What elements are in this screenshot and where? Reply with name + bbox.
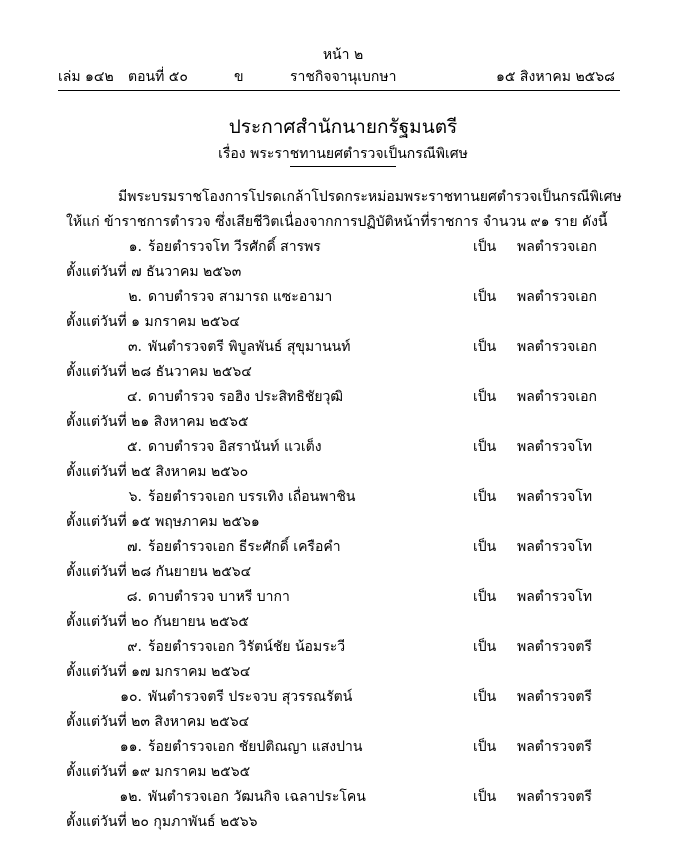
new-rank: พลตำรวจโท	[517, 539, 593, 555]
as-word: เป็น	[473, 739, 497, 755]
effective-date: ตั้งแต่วันที่ ๑๕ พฤษภาคม ๒๕๖๑	[66, 514, 260, 530]
new-rank: พลตำรวจตรี	[517, 689, 592, 705]
new-rank: พลตำรวจโท	[517, 439, 593, 455]
as-word: เป็น	[473, 439, 497, 455]
item-number: ๑๐.	[120, 689, 142, 705]
new-rank: พลตำรวจเอก	[517, 389, 598, 405]
officer-name: พันตำรวจเอก วัฒนกิจ เฉลาประโคน	[148, 789, 366, 805]
as-word: เป็น	[473, 789, 497, 805]
officer-name: ดาบตำรวจ สามารถ แซะอามา	[148, 289, 333, 305]
officer-name: พันตำรวจตรี ประจวบ สุวรรณรัตน์	[148, 689, 353, 705]
item-number: ๓.	[127, 339, 142, 355]
volume-label: เล่ม ๑๔๒	[58, 69, 114, 85]
as-word: เป็น	[473, 239, 497, 255]
intro-line-1: มีพระบรมราชโองการโปรดเกล้าโปรดกระหม่อมพระราชทานยศตำรวจเป็นกรณีพิเศษ	[118, 189, 622, 205]
new-rank: พลตำรวจเอก	[517, 339, 598, 355]
item-number: ๒.	[128, 289, 142, 305]
officer-name: พันตำรวจตรี พิบูลพันธ์ สุขุมานนท์	[148, 339, 351, 355]
gazette-header	[58, 66, 620, 88]
officer-name: ดาบตำรวจ บาหรี บากา	[148, 589, 290, 605]
effective-date: ตั้งแต่วันที่ ๒๕ สิงหาคม ๒๕๖๐	[66, 464, 249, 480]
as-word: เป็น	[473, 389, 497, 405]
page-number: หน้า ๒	[322, 47, 364, 63]
list-item	[0, 636, 686, 686]
list-item	[0, 586, 686, 636]
as-word: เป็น	[473, 289, 497, 305]
document-title: ประกาศสำนักนายกรัฐมนตรี	[228, 116, 458, 138]
item-number: ๕.	[126, 439, 142, 455]
new-rank: พลตำรวจเอก	[517, 239, 598, 255]
list-item	[0, 686, 686, 736]
title-divider	[290, 166, 396, 167]
effective-date: ตั้งแต่วันที่ ๒๐ กุมภาพันธ์ ๒๕๖๖	[66, 814, 258, 830]
new-rank: พลตำรวจโท	[517, 589, 593, 605]
as-word: เป็น	[473, 639, 497, 655]
effective-date: ตั้งแต่วันที่ ๒๘ ธันวาคม ๒๕๖๔	[66, 364, 252, 380]
as-word: เป็น	[473, 689, 497, 705]
effective-date: ตั้งแต่วันที่ ๒๓ สิงหาคม ๒๕๖๔	[66, 714, 250, 730]
document-subject: เรื่อง พระราชทานยศตำรวจเป็นกรณีพิเศษ	[218, 146, 468, 162]
effective-date: ตั้งแต่วันที่ ๑๙ มกราคม ๒๕๖๕	[66, 764, 251, 780]
list-item	[0, 536, 686, 586]
item-number: ๖.	[128, 489, 142, 505]
list-item	[0, 336, 686, 386]
intro-line-2: ให้แก่ ข้าราชการตำรวจ ซึ่งเสียชีวิตเนื่องจากการปฏิบัติหน้าที่ราชการ จำนวน ๙๑ ราย ดังนี้	[66, 214, 608, 230]
list-item	[0, 386, 686, 436]
issue-date: ๑๕ สิงหาคม ๒๕๖๘	[496, 69, 615, 85]
officer-name: ร้อยตำรวจเอก วิรัตน์ชัย น้อมระวี	[148, 639, 346, 655]
item-number: ๑๒.	[119, 789, 142, 805]
appointment-list	[0, 236, 686, 836]
effective-date: ตั้งแต่วันที่ ๒๘ กันยายน ๒๕๖๔	[66, 564, 252, 580]
gazette-name: ราชกิจจานุเบกษา	[290, 69, 397, 85]
list-item	[0, 736, 686, 786]
officer-name: ร้อยตำรวจเอก ธีระศักดิ์ เครือคำ	[148, 539, 341, 555]
officer-name: ดาบตำรวจ อิสรานันท์ แวเต็ง	[148, 439, 322, 455]
item-number: ๔.	[126, 389, 142, 405]
as-word: เป็น	[473, 339, 497, 355]
as-word: เป็น	[473, 539, 497, 555]
effective-date: ตั้งแต่วันที่ ๑ มกราคม ๒๕๖๔	[66, 314, 240, 330]
new-rank: พลตำรวจตรี	[517, 789, 592, 805]
new-rank: พลตำรวจตรี	[517, 639, 592, 655]
officer-name: ร้อยตำรวจเอก บรรเทิง เถื่อนพาชิน	[148, 489, 356, 505]
officer-name: ร้อยตำรวจเอก ชัยปติณญา แสงปาน	[148, 739, 363, 755]
officer-name: ร้อยตำรวจโท วีรศักดิ์ สารพร	[148, 239, 321, 255]
item-number: ๑.	[128, 239, 142, 255]
item-number: ๗.	[127, 539, 142, 555]
list-item	[0, 786, 686, 836]
section-label: ตอนที่ ๕๐	[128, 69, 188, 85]
as-word: เป็น	[473, 489, 497, 505]
list-item	[0, 236, 686, 286]
new-rank: พลตำรวจเอก	[517, 289, 598, 305]
header-divider	[58, 90, 620, 91]
effective-date: ตั้งแต่วันที่ ๒๑ สิงหาคม ๒๕๖๕	[66, 414, 249, 430]
list-item	[0, 486, 686, 536]
item-number: ๘.	[126, 589, 142, 605]
list-item	[0, 436, 686, 486]
new-rank: พลตำรวจโท	[517, 489, 593, 505]
item-number: ๙.	[127, 639, 142, 655]
item-number: ๑๑.	[119, 739, 142, 755]
effective-date: ตั้งแต่วันที่ ๒๐ กันยายน ๒๕๖๕	[66, 614, 250, 630]
effective-date: ตั้งแต่วันที่ ๑๗ มกราคม ๒๕๖๔	[66, 664, 251, 680]
officer-name: ดาบตำรวจ รอฮิง ประสิทธิชัยวุฒิ	[148, 389, 344, 405]
part-label: ข	[234, 69, 244, 85]
as-word: เป็น	[473, 589, 497, 605]
list-item	[0, 286, 686, 336]
effective-date: ตั้งแต่วันที่ ๗ ธันวาคม ๒๕๖๓	[66, 264, 242, 280]
new-rank: พลตำรวจตรี	[517, 739, 592, 755]
